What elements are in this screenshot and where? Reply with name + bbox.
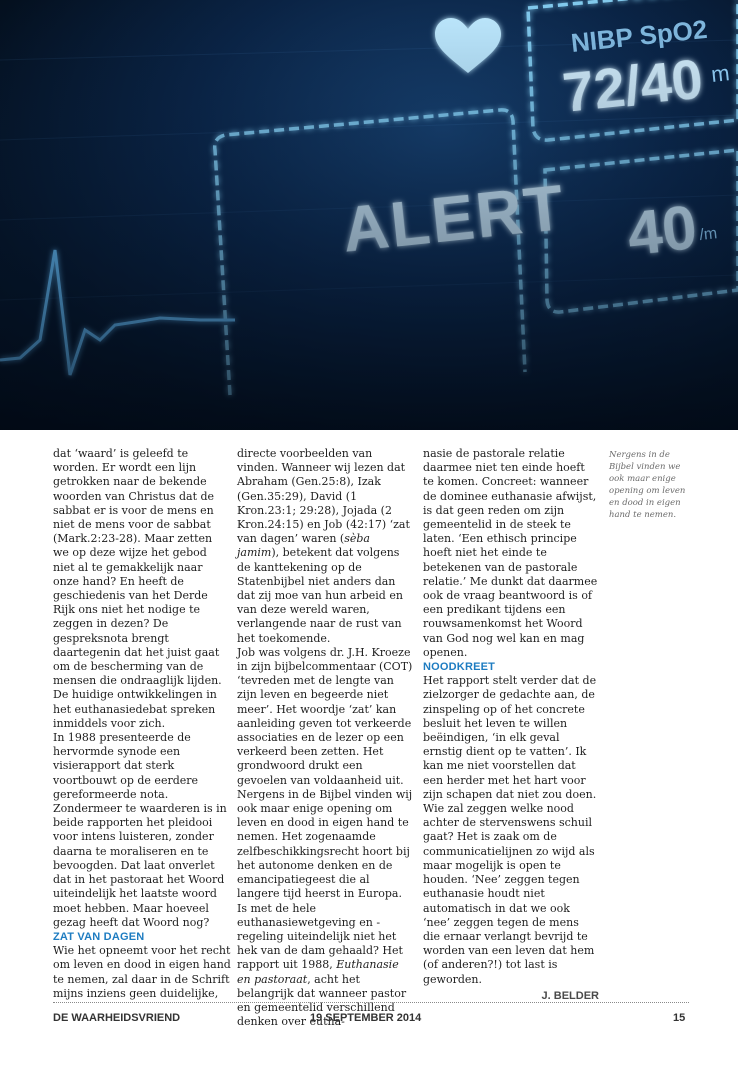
paragraph: Wie het opneemt voor het recht om leven en dood in eigen hand te nemen, zal daar in de Schrift mijns inziens geen duidelijke, (53, 944, 231, 1000)
footer-publication: DE WAARHEIDSVRIEND (53, 1012, 181, 1024)
paragraph: Job was volgens dr. J.H. Kroeze in zijn bijbelcommentaar (COT) ‘tevreden met de lengte van zijn leven en begeerde niet meer’. Het woordje ‘zat’ kan aanleiding geven tot verkeerde associaties en de lezer op een verkeerd been zetten. Het grondwoord drukt een gevoelen van voldaanheid uit. (237, 645, 413, 787)
page-number: 15 (673, 1012, 686, 1024)
paragraph: In 1988 presenteerde de hervormde synode een visierapport dat sterk voortbouwt op de eerdere gereformeerde nota. Zondermeer te waarderen is in beide rapporten het pleidooi voor intens luisteren, zonder daarna te moraliseren en te bevoogden. Dat laat onverlet dat in het pastoraat het Woord uiteindelijk het laatste woord moet hebben. Maar hoeveel gezag heeft dat Woord nog? (53, 731, 227, 929)
pull-quote: Nergens in de Bijbel vinden we ook maar enige opening om leven en dood in eigen hand te nemen. (609, 450, 686, 520)
paragraph: Het rapport stelt verder dat de zielzorger de gedachte aan, de zinspeling op of het concrete besluit het leven te willen beëindigen, ‘in elk geval ernstig dient op te vatten’. Ik kan me niet voorstellen dat een herder met het hart voor zijn schapen dat niet zou doen. Wie zal zeggen welke nood achter de stervenswens schuil gaat? Het is zaak om de communicatielijnen zo wijd als maar mogelijk is open te houden. ‘Nee’ zeggen tegen euthanasie houdt niet automatisch in dat we ook ‘nee’ zeggen tegen de mens die ernaar verlangt bevrijd te worden van een leven dat hem (of anderen?!) tot last is geworden. (423, 674, 597, 986)
article-column-1 (53, 447, 231, 1001)
article-column-3 (423, 447, 599, 1003)
author-byline: J. BELDER (541, 989, 599, 1002)
section-heading: NOODKREET (423, 661, 496, 674)
paragraph: nasie de pastorale relatie daarmee niet ten einde hoeft te komen. Concreet: wanneer de dominee euthanasie afwijst, is dat geen reden om zijn gemeentelid in de steek te laten. ‘Een ethisch principe hoeft niet het einde te betekenen van de pastorale relatie.’ Me dunkt dat daarmee ook de vraag beantwoord is of een predikant tijdens een rouwsamenkomst het Woord van God nog wel kan en mag openen. (423, 447, 598, 659)
hero-image (0, 0, 738, 430)
paragraph: dat ‘waard’ is geleefd te worden. Er wordt een lijn getrokken naar de bekende woorden van Christus dat de sabbat er is voor de mens en niet de mens voor de sabbat (Mark.2:23-28). Maar zetten we op deze wijze het gebod niet al te gemakkelijk naar onze hand? En heeft de geschiedenis van het Derde Rijk ons niet het nodige te zeggen in dezen? De gespreksnota brengt daartegenin dat het juist gaat om de bescherming van de mensen die ondraaglijk lijden. De huidige ontwikkelingen in het euthanasiedebat spreken inmiddels voor zich. (53, 447, 222, 730)
footer-divider (53, 1002, 689, 1003)
section-heading: ZAT VAN DAGEN (53, 930, 145, 943)
paragraph: Is met de hele euthanasiewetgeving en -regeling uiteindelijk niet het hek van de dam gehaald? Het rapport uit 1988, Euthanasie en pastoraat, acht het belangrijk dat wanneer pastor en gemeentelid verschillend denken over eutha- (237, 901, 407, 1029)
article-column-2 (237, 447, 415, 1029)
paragraph: directe voorbeelden van vinden. Wanneer wij lezen dat Abraham (Gen.25:8), Izak (Gen.35:29), David (1 Kron.23:1; 29:28), Jojada (2 Kron.24:15) en Job (42:17) ‘zat van dagen’ waren (sèba jamim), betekent dat volgens de kanttekening op de Statenbijbel niet anders dan dat zij moe van hun arbeid en van deze wereld waren, verlangende naar de rust van het toekomende. (237, 447, 410, 645)
monitor-illustration (0, 0, 738, 430)
paragraph: Nergens in de Bijbel vinden wij ook maar enige opening om leven en dood in eigen hand te nemen. Het zogenaamde zelfbeschikkingsrecht hoort bij het autonome denken en de emancipatiegeest die al langere tijd heerst in Europa. (237, 787, 413, 901)
footer-date: 19 SEPTEMBER 2014 (310, 1012, 422, 1024)
